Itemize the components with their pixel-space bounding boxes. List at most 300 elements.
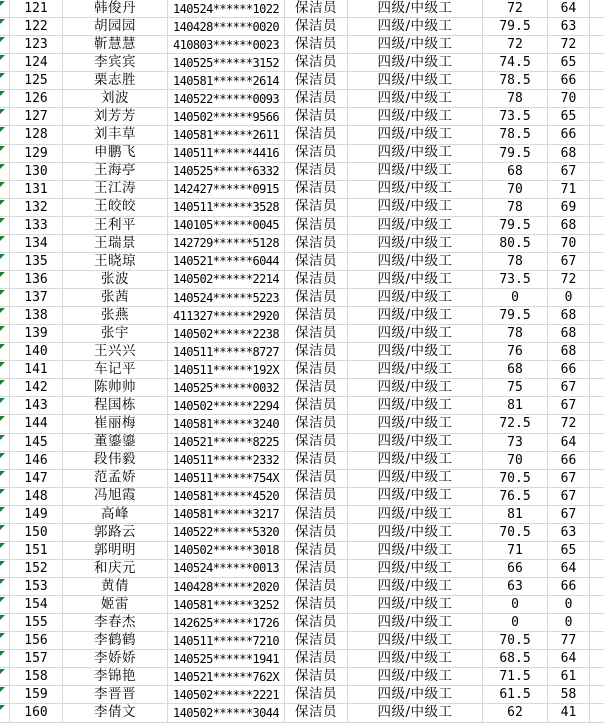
overflow-cell[interactable] <box>590 650 604 668</box>
name-cell[interactable]: 和庆元 <box>63 560 168 578</box>
score2-cell[interactable]: 69 <box>548 199 590 217</box>
name-cell[interactable]: 黄倩 <box>63 578 168 596</box>
id-number-cell[interactable]: 142427******0915 <box>168 181 285 199</box>
score1-cell[interactable]: 72 <box>483 0 548 18</box>
id-number-cell[interactable]: 140511******4416 <box>168 145 285 163</box>
id-number-cell[interactable]: 140521******8225 <box>168 434 285 452</box>
overflow-cell[interactable] <box>590 307 604 325</box>
score2-cell[interactable]: 70 <box>548 235 590 253</box>
row-number-cell[interactable]: 124 <box>10 54 63 72</box>
overflow-cell[interactable] <box>590 325 604 343</box>
id-number-cell[interactable]: 140428******2020 <box>168 578 285 596</box>
grade-cell[interactable]: 四级/中级工 <box>348 145 483 163</box>
id-number-cell[interactable]: 140524******0013 <box>168 560 285 578</box>
grade-cell[interactable]: 四级/中级工 <box>348 90 483 108</box>
error-indicator-cell[interactable] <box>0 271 10 289</box>
overflow-cell[interactable] <box>590 90 604 108</box>
name-cell[interactable]: 李春杰 <box>63 614 168 632</box>
row-number-cell[interactable]: 140 <box>10 343 63 361</box>
name-cell[interactable]: 张茜 <box>63 289 168 307</box>
grade-cell[interactable]: 四级/中级工 <box>348 343 483 361</box>
row-number-cell[interactable]: 152 <box>10 560 63 578</box>
grade-cell[interactable]: 四级/中级工 <box>348 686 483 704</box>
error-indicator-cell[interactable] <box>0 54 10 72</box>
grade-cell[interactable]: 四级/中级工 <box>348 704 483 722</box>
error-indicator-cell[interactable] <box>0 199 10 217</box>
score2-cell[interactable]: 65 <box>548 54 590 72</box>
position-cell[interactable]: 保洁员 <box>285 542 348 560</box>
position-cell[interactable]: 保洁员 <box>285 217 348 235</box>
overflow-cell[interactable] <box>590 54 604 72</box>
name-cell[interactable]: 范孟娇 <box>63 470 168 488</box>
name-cell[interactable]: 郭明明 <box>63 542 168 560</box>
id-number-cell[interactable]: 140581******2614 <box>168 72 285 90</box>
name-cell[interactable]: 陈帅帅 <box>63 379 168 397</box>
name-cell[interactable]: 王皎皎 <box>63 199 168 217</box>
score1-cell[interactable]: 62 <box>483 704 548 722</box>
position-cell[interactable]: 保洁员 <box>285 289 348 307</box>
row-number-cell[interactable]: 141 <box>10 361 63 379</box>
score2-cell[interactable]: 67 <box>548 163 590 181</box>
overflow-cell[interactable] <box>590 596 604 614</box>
position-cell[interactable]: 保洁员 <box>285 145 348 163</box>
overflow-cell[interactable] <box>590 452 604 470</box>
id-number-cell[interactable]: 140581******4520 <box>168 488 285 506</box>
row-number-cell[interactable]: 136 <box>10 271 63 289</box>
grade-cell[interactable]: 四级/中级工 <box>348 632 483 650</box>
score1-cell[interactable]: 70.5 <box>483 632 548 650</box>
grade-cell[interactable]: 四级/中级工 <box>348 0 483 18</box>
score2-cell[interactable]: 71 <box>548 181 590 199</box>
name-cell[interactable]: 王利平 <box>63 217 168 235</box>
row-number-cell[interactable]: 143 <box>10 397 63 415</box>
name-cell[interactable]: 李宾宾 <box>63 54 168 72</box>
row-number-cell[interactable]: 159 <box>10 686 63 704</box>
position-cell[interactable]: 保洁员 <box>285 452 348 470</box>
score2-cell[interactable]: 64 <box>548 0 590 18</box>
grade-cell[interactable]: 四级/中级工 <box>348 524 483 542</box>
score1-cell[interactable]: 79.5 <box>483 217 548 235</box>
id-number-cell[interactable]: 411327******2920 <box>168 307 285 325</box>
row-number-cell[interactable]: 138 <box>10 307 63 325</box>
score2-cell[interactable]: 68 <box>548 343 590 361</box>
position-cell[interactable]: 保洁员 <box>285 415 348 433</box>
id-number-cell[interactable]: 140502******2238 <box>168 325 285 343</box>
grade-cell[interactable]: 四级/中级工 <box>348 560 483 578</box>
error-indicator-cell[interactable] <box>0 632 10 650</box>
error-indicator-cell[interactable] <box>0 343 10 361</box>
row-number-cell[interactable]: 128 <box>10 126 63 144</box>
row-number-cell[interactable]: 135 <box>10 253 63 271</box>
grade-cell[interactable]: 四级/中级工 <box>348 126 483 144</box>
grade-cell[interactable]: 四级/中级工 <box>348 307 483 325</box>
id-number-cell[interactable]: 140525******0032 <box>168 379 285 397</box>
position-cell[interactable]: 保洁员 <box>285 307 348 325</box>
score1-cell[interactable]: 0 <box>483 289 548 307</box>
score1-cell[interactable]: 70.5 <box>483 524 548 542</box>
score1-cell[interactable]: 78 <box>483 253 548 271</box>
error-indicator-cell[interactable] <box>0 235 10 253</box>
row-number-cell[interactable]: 131 <box>10 181 63 199</box>
position-cell[interactable]: 保洁员 <box>285 325 348 343</box>
position-cell[interactable]: 保洁员 <box>285 199 348 217</box>
overflow-cell[interactable] <box>590 524 604 542</box>
id-number-cell[interactable]: 140511******8727 <box>168 343 285 361</box>
score2-cell[interactable]: 0 <box>548 289 590 307</box>
score1-cell[interactable]: 70 <box>483 181 548 199</box>
name-cell[interactable]: 王瑞景 <box>63 235 168 253</box>
overflow-cell[interactable] <box>590 379 604 397</box>
overflow-cell[interactable] <box>590 343 604 361</box>
position-cell[interactable]: 保洁员 <box>285 560 348 578</box>
position-cell[interactable]: 保洁员 <box>285 488 348 506</box>
position-cell[interactable]: 保洁员 <box>285 668 348 686</box>
id-number-cell[interactable]: 140511******754X <box>168 470 285 488</box>
grade-cell[interactable]: 四级/中级工 <box>348 163 483 181</box>
name-cell[interactable]: 崔丽梅 <box>63 415 168 433</box>
name-cell[interactable]: 申鹏飞 <box>63 145 168 163</box>
id-number-cell[interactable]: 140502******9566 <box>168 108 285 126</box>
grade-cell[interactable]: 四级/中级工 <box>348 578 483 596</box>
name-cell[interactable]: 张宇 <box>63 325 168 343</box>
name-cell[interactable]: 靳慧慧 <box>63 36 168 54</box>
score2-cell[interactable]: 67 <box>548 488 590 506</box>
id-number-cell[interactable]: 140511******2332 <box>168 452 285 470</box>
error-indicator-cell[interactable] <box>0 434 10 452</box>
grade-cell[interactable]: 四级/中级工 <box>348 199 483 217</box>
position-cell[interactable]: 保洁员 <box>285 126 348 144</box>
score2-cell[interactable]: 68 <box>548 307 590 325</box>
score2-cell[interactable]: 70 <box>548 90 590 108</box>
score1-cell[interactable]: 78 <box>483 90 548 108</box>
grade-cell[interactable]: 四级/中级工 <box>348 253 483 271</box>
overflow-cell[interactable] <box>590 397 604 415</box>
score1-cell[interactable]: 66 <box>483 560 548 578</box>
overflow-cell[interactable] <box>590 235 604 253</box>
score1-cell[interactable]: 79.5 <box>483 307 548 325</box>
grade-cell[interactable]: 四级/中级工 <box>348 235 483 253</box>
error-indicator-cell[interactable] <box>0 145 10 163</box>
overflow-cell[interactable] <box>590 614 604 632</box>
row-number-cell[interactable]: 137 <box>10 289 63 307</box>
score2-cell[interactable]: 67 <box>548 470 590 488</box>
grade-cell[interactable]: 四级/中级工 <box>348 488 483 506</box>
id-number-cell[interactable]: 140581******2611 <box>168 126 285 144</box>
row-number-cell[interactable]: 122 <box>10 18 63 36</box>
name-cell[interactable]: 王海亭 <box>63 163 168 181</box>
id-number-cell[interactable]: 140524******1022 <box>168 0 285 18</box>
score1-cell[interactable]: 81 <box>483 397 548 415</box>
name-cell[interactable]: 姬雷 <box>63 596 168 614</box>
overflow-cell[interactable] <box>590 108 604 126</box>
row-number-cell[interactable]: 157 <box>10 650 63 668</box>
error-indicator-cell[interactable] <box>0 289 10 307</box>
name-cell[interactable]: 董鎏鎏 <box>63 434 168 452</box>
id-number-cell[interactable]: 140511******7210 <box>168 632 285 650</box>
row-number-cell[interactable]: 121 <box>10 0 63 18</box>
error-indicator-cell[interactable] <box>0 506 10 524</box>
row-number-cell[interactable]: 126 <box>10 90 63 108</box>
name-cell[interactable]: 高峰 <box>63 506 168 524</box>
error-indicator-cell[interactable] <box>0 361 10 379</box>
error-indicator-cell[interactable] <box>0 126 10 144</box>
overflow-cell[interactable] <box>590 578 604 596</box>
overflow-cell[interactable] <box>590 686 604 704</box>
id-number-cell[interactable]: 140521******762X <box>168 668 285 686</box>
error-indicator-cell[interactable] <box>0 181 10 199</box>
error-indicator-cell[interactable] <box>0 217 10 235</box>
overflow-cell[interactable] <box>590 72 604 90</box>
grade-cell[interactable]: 四级/中级工 <box>348 596 483 614</box>
grade-cell[interactable]: 四级/中级工 <box>348 36 483 54</box>
overflow-cell[interactable] <box>590 506 604 524</box>
name-cell[interactable]: 刘丰草 <box>63 126 168 144</box>
name-cell[interactable]: 王江涛 <box>63 181 168 199</box>
score2-cell[interactable]: 64 <box>548 650 590 668</box>
id-number-cell[interactable]: 140525******6332 <box>168 163 285 181</box>
error-indicator-cell[interactable] <box>0 90 10 108</box>
score2-cell[interactable]: 66 <box>548 578 590 596</box>
overflow-cell[interactable] <box>590 126 604 144</box>
position-cell[interactable]: 保洁员 <box>285 632 348 650</box>
position-cell[interactable]: 保洁员 <box>285 90 348 108</box>
error-indicator-cell[interactable] <box>0 379 10 397</box>
overflow-cell[interactable] <box>590 145 604 163</box>
score1-cell[interactable]: 71 <box>483 542 548 560</box>
error-indicator-cell[interactable] <box>0 578 10 596</box>
overflow-cell[interactable] <box>590 434 604 452</box>
id-number-cell[interactable]: 140581******3217 <box>168 506 285 524</box>
grade-cell[interactable]: 四级/中级工 <box>348 18 483 36</box>
grade-cell[interactable]: 四级/中级工 <box>348 271 483 289</box>
error-indicator-cell[interactable] <box>0 596 10 614</box>
score1-cell[interactable]: 73.5 <box>483 271 548 289</box>
score1-cell[interactable]: 78 <box>483 325 548 343</box>
score1-cell[interactable]: 0 <box>483 614 548 632</box>
error-indicator-cell[interactable] <box>0 704 10 722</box>
position-cell[interactable]: 保洁员 <box>285 181 348 199</box>
position-cell[interactable]: 保洁员 <box>285 596 348 614</box>
score2-cell[interactable]: 64 <box>548 560 590 578</box>
score1-cell[interactable]: 68.5 <box>483 650 548 668</box>
row-number-cell[interactable]: 148 <box>10 488 63 506</box>
overflow-cell[interactable] <box>590 18 604 36</box>
row-number-cell[interactable]: 132 <box>10 199 63 217</box>
grade-cell[interactable]: 四级/中级工 <box>348 181 483 199</box>
id-number-cell[interactable]: 142729******5128 <box>168 235 285 253</box>
error-indicator-cell[interactable] <box>0 163 10 181</box>
score2-cell[interactable]: 68 <box>548 217 590 235</box>
error-indicator-cell[interactable] <box>0 560 10 578</box>
position-cell[interactable]: 保洁员 <box>285 253 348 271</box>
error-indicator-cell[interactable] <box>0 650 10 668</box>
overflow-cell[interactable] <box>590 542 604 560</box>
error-indicator-cell[interactable] <box>0 253 10 271</box>
id-number-cell[interactable]: 140502******2221 <box>168 686 285 704</box>
id-number-cell[interactable]: 140581******3240 <box>168 415 285 433</box>
grade-cell[interactable]: 四级/中级工 <box>348 452 483 470</box>
grade-cell[interactable]: 四级/中级工 <box>348 470 483 488</box>
position-cell[interactable]: 保洁员 <box>285 108 348 126</box>
position-cell[interactable]: 保洁员 <box>285 54 348 72</box>
position-cell[interactable]: 保洁员 <box>285 72 348 90</box>
score1-cell[interactable]: 78.5 <box>483 72 548 90</box>
error-indicator-cell[interactable] <box>0 36 10 54</box>
score2-cell[interactable]: 58 <box>548 686 590 704</box>
id-number-cell[interactable]: 140502******3018 <box>168 542 285 560</box>
position-cell[interactable]: 保洁员 <box>285 235 348 253</box>
score2-cell[interactable]: 61 <box>548 668 590 686</box>
row-number-cell[interactable]: 127 <box>10 108 63 126</box>
name-cell[interactable]: 王晓琼 <box>63 253 168 271</box>
position-cell[interactable]: 保洁员 <box>285 397 348 415</box>
grade-cell[interactable]: 四级/中级工 <box>348 434 483 452</box>
score1-cell[interactable]: 74.5 <box>483 54 548 72</box>
score1-cell[interactable]: 72.5 <box>483 415 548 433</box>
overflow-cell[interactable] <box>590 488 604 506</box>
error-indicator-cell[interactable] <box>0 18 10 36</box>
error-indicator-cell[interactable] <box>0 488 10 506</box>
row-number-cell[interactable]: 129 <box>10 145 63 163</box>
score2-cell[interactable]: 63 <box>548 18 590 36</box>
position-cell[interactable]: 保洁员 <box>285 578 348 596</box>
score2-cell[interactable]: 65 <box>548 542 590 560</box>
score1-cell[interactable]: 61.5 <box>483 686 548 704</box>
grade-cell[interactable]: 四级/中级工 <box>348 668 483 686</box>
id-number-cell[interactable]: 140522******0093 <box>168 90 285 108</box>
score2-cell[interactable]: 77 <box>548 632 590 650</box>
row-number-cell[interactable]: 158 <box>10 668 63 686</box>
id-number-cell[interactable]: 140524******5223 <box>168 289 285 307</box>
overflow-cell[interactable] <box>590 199 604 217</box>
name-cell[interactable]: 刘波 <box>63 90 168 108</box>
grade-cell[interactable]: 四级/中级工 <box>348 325 483 343</box>
grade-cell[interactable]: 四级/中级工 <box>348 650 483 668</box>
score1-cell[interactable]: 0 <box>483 596 548 614</box>
score1-cell[interactable]: 78 <box>483 199 548 217</box>
id-number-cell[interactable]: 140522******5320 <box>168 524 285 542</box>
name-cell[interactable]: 王兴兴 <box>63 343 168 361</box>
score1-cell[interactable]: 70.5 <box>483 470 548 488</box>
name-cell[interactable]: 张波 <box>63 271 168 289</box>
score2-cell[interactable]: 68 <box>548 145 590 163</box>
row-number-cell[interactable]: 151 <box>10 542 63 560</box>
score2-cell[interactable]: 64 <box>548 434 590 452</box>
name-cell[interactable]: 李娇娇 <box>63 650 168 668</box>
error-indicator-cell[interactable] <box>0 542 10 560</box>
overflow-cell[interactable] <box>590 560 604 578</box>
name-cell[interactable]: 张燕 <box>63 307 168 325</box>
row-number-cell[interactable]: 125 <box>10 72 63 90</box>
grade-cell[interactable]: 四级/中级工 <box>348 542 483 560</box>
id-number-cell[interactable]: 140502******3044 <box>168 704 285 722</box>
position-cell[interactable]: 保洁员 <box>285 271 348 289</box>
name-cell[interactable]: 车记平 <box>63 361 168 379</box>
position-cell[interactable]: 保洁员 <box>285 704 348 722</box>
id-number-cell[interactable]: 140428******0020 <box>168 18 285 36</box>
id-number-cell[interactable]: 140502******2214 <box>168 271 285 289</box>
position-cell[interactable]: 保洁员 <box>285 506 348 524</box>
overflow-cell[interactable] <box>590 289 604 307</box>
grade-cell[interactable]: 四级/中级工 <box>348 289 483 307</box>
error-indicator-cell[interactable] <box>0 307 10 325</box>
error-indicator-cell[interactable] <box>0 470 10 488</box>
score2-cell[interactable]: 0 <box>548 614 590 632</box>
position-cell[interactable]: 保洁员 <box>285 614 348 632</box>
score1-cell[interactable]: 73 <box>483 434 548 452</box>
score1-cell[interactable]: 68 <box>483 163 548 181</box>
error-indicator-cell[interactable] <box>0 524 10 542</box>
id-number-cell[interactable]: 410803******0023 <box>168 36 285 54</box>
row-number-cell[interactable]: 123 <box>10 36 63 54</box>
score2-cell[interactable]: 67 <box>548 397 590 415</box>
score1-cell[interactable]: 70 <box>483 452 548 470</box>
score2-cell[interactable]: 68 <box>548 325 590 343</box>
row-number-cell[interactable]: 147 <box>10 470 63 488</box>
overflow-cell[interactable] <box>590 470 604 488</box>
row-number-cell[interactable]: 155 <box>10 614 63 632</box>
name-cell[interactable]: 韩俊丹 <box>63 0 168 18</box>
score2-cell[interactable]: 67 <box>548 506 590 524</box>
name-cell[interactable]: 胡园园 <box>63 18 168 36</box>
row-number-cell[interactable]: 150 <box>10 524 63 542</box>
grade-cell[interactable]: 四级/中级工 <box>348 72 483 90</box>
row-number-cell[interactable]: 160 <box>10 704 63 722</box>
overflow-cell[interactable] <box>590 704 604 722</box>
name-cell[interactable]: 冯旭霞 <box>63 488 168 506</box>
score2-cell[interactable]: 66 <box>548 72 590 90</box>
grade-cell[interactable]: 四级/中级工 <box>348 415 483 433</box>
error-indicator-cell[interactable] <box>0 452 10 470</box>
score2-cell[interactable]: 72 <box>548 36 590 54</box>
name-cell[interactable]: 李锦艳 <box>63 668 168 686</box>
score2-cell[interactable]: 65 <box>548 108 590 126</box>
score2-cell[interactable]: 66 <box>548 126 590 144</box>
position-cell[interactable]: 保洁员 <box>285 686 348 704</box>
position-cell[interactable]: 保洁员 <box>285 470 348 488</box>
row-number-cell[interactable]: 156 <box>10 632 63 650</box>
name-cell[interactable]: 刘芳芳 <box>63 108 168 126</box>
score1-cell[interactable]: 63 <box>483 578 548 596</box>
id-number-cell[interactable]: 140511******3528 <box>168 199 285 217</box>
row-number-cell[interactable]: 149 <box>10 506 63 524</box>
name-cell[interactable]: 栗志胜 <box>63 72 168 90</box>
score1-cell[interactable]: 79.5 <box>483 18 548 36</box>
name-cell[interactable]: 段伟毅 <box>63 452 168 470</box>
score1-cell[interactable]: 76 <box>483 343 548 361</box>
error-indicator-cell[interactable] <box>0 0 10 18</box>
position-cell[interactable]: 保洁员 <box>285 18 348 36</box>
position-cell[interactable]: 保洁员 <box>285 524 348 542</box>
row-number-cell[interactable]: 130 <box>10 163 63 181</box>
position-cell[interactable]: 保洁员 <box>285 361 348 379</box>
position-cell[interactable]: 保洁员 <box>285 0 348 18</box>
error-indicator-cell[interactable] <box>0 397 10 415</box>
id-number-cell[interactable]: 140502******2294 <box>168 397 285 415</box>
score1-cell[interactable]: 68 <box>483 361 548 379</box>
row-number-cell[interactable]: 146 <box>10 452 63 470</box>
overflow-cell[interactable] <box>590 181 604 199</box>
row-number-cell[interactable]: 134 <box>10 235 63 253</box>
score1-cell[interactable]: 80.5 <box>483 235 548 253</box>
row-number-cell[interactable]: 144 <box>10 415 63 433</box>
overflow-cell[interactable] <box>590 0 604 18</box>
score1-cell[interactable]: 79.5 <box>483 145 548 163</box>
score2-cell[interactable]: 72 <box>548 271 590 289</box>
position-cell[interactable]: 保洁员 <box>285 36 348 54</box>
score2-cell[interactable]: 63 <box>548 524 590 542</box>
grade-cell[interactable]: 四级/中级工 <box>348 108 483 126</box>
